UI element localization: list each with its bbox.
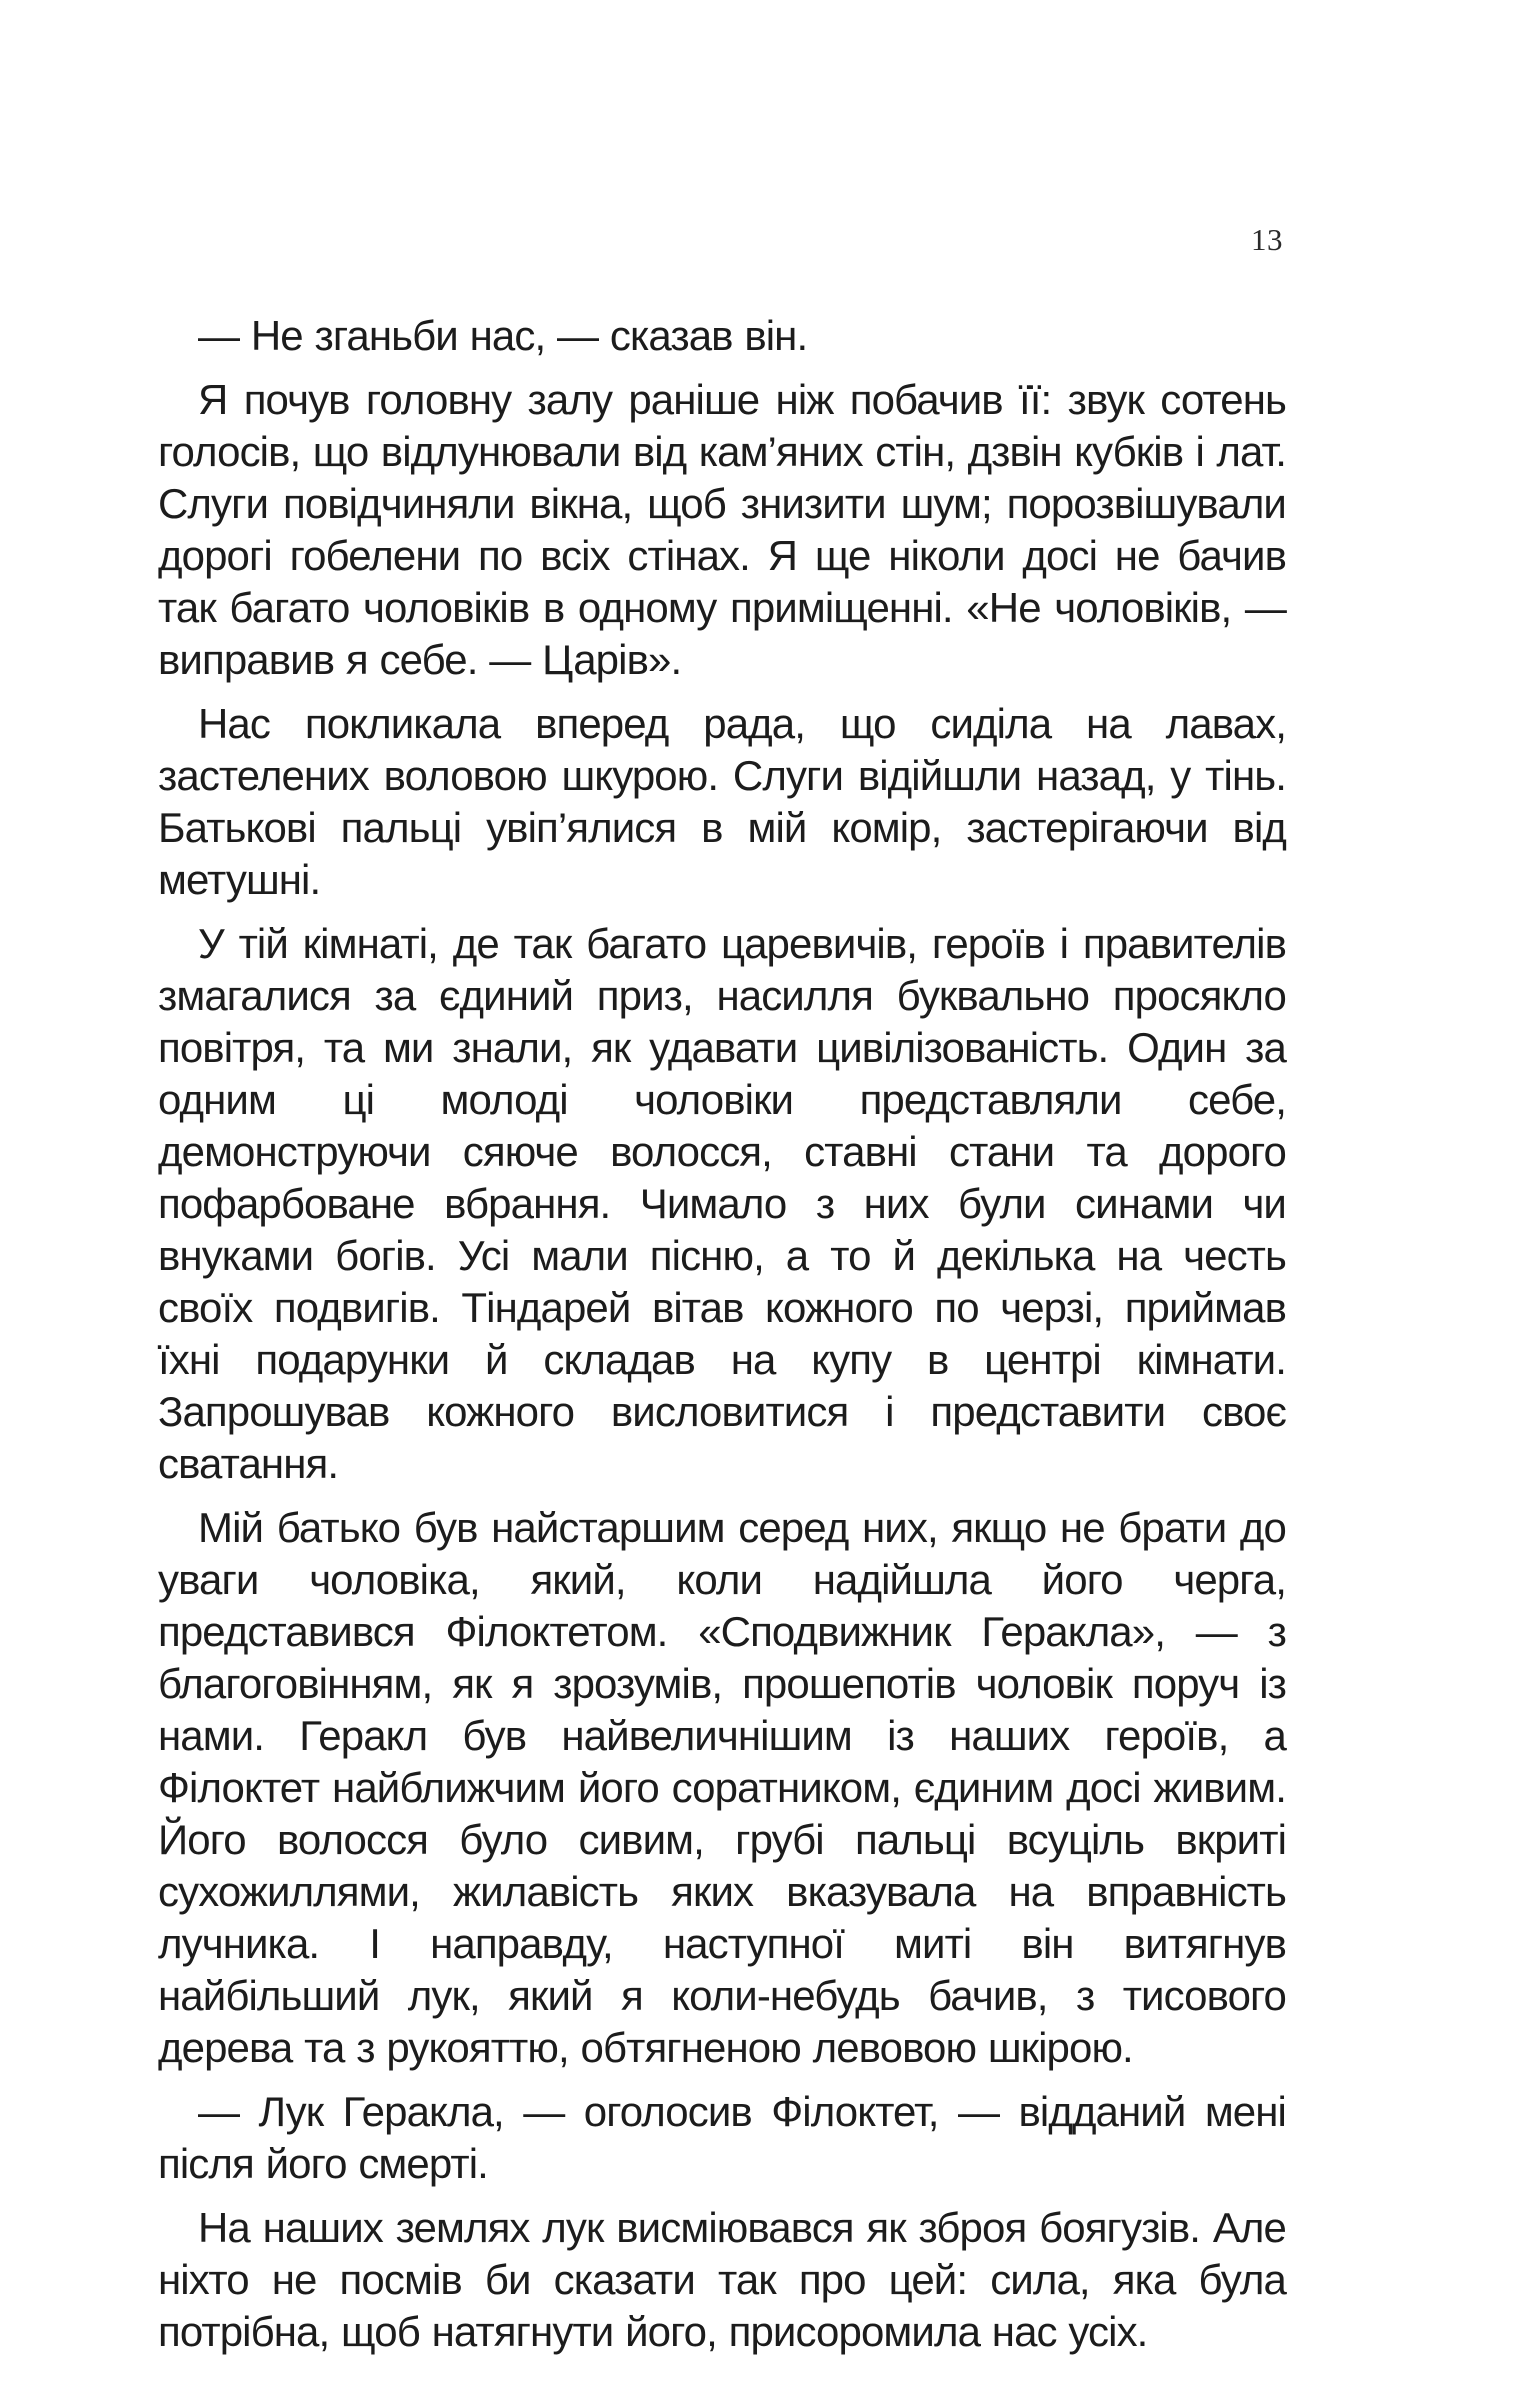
paragraph-5: Мій батько був найстаршим серед них, якщо не брати до уваги чоловіка, який, коли надійшла його черга, представився Філоктетом. «Сподвижник Геракла», — з благоговінням, як я зрозумів, прошепотів чоловік поруч із нами. Геракл був найвеличнішим із наших героїв, а Філоктет найближчим його соратником, єдиним досі живим. Його волосся було сивим, грубі пальці всуціль вкриті сухожиллями, жилавість яких вказувала на вправність лучника. І направду, наступної миті він витягнув найбільший лук, який я коли-небудь бачив, з тисового дерева та з рукояттю, обтягненою левовою шкірою. xyxy=(158,1504,1286,2071)
paragraph-3: Нас покликала вперед рада, що сиділа на лавах, застелених воловою шкурою. Слуги відійшли назад, у тінь. Батькові пальці увіп’ялися в мій комір, застерігаючи від метушні. xyxy=(158,700,1286,903)
page-number: 13 xyxy=(1251,222,1283,257)
paragraph-4: У тій кімнаті, де так багато царевичів, героїв і правителів змагалися за єдиний приз, насилля буквально просякло повітря, та ми знали, як удавати цивілізованість. Один за одним ці молоді чоловіки представляли себе, демонструючи сяюче волосся, ставні стани та дорого пофарбоване вбрання. Чимало з них були синами чи внуками богів. Усі мали пісню, а то й декілька на честь своїх подвигів. Тіндарей вітав кожного по черзі, приймав їхні подарунки й складав на купу в центрі кімнати. Запрошував кожного висловитися і представити своє сватання. xyxy=(158,920,1286,1487)
paragraph-6: — Лук Геракла, — оголосив Філоктет, — відданий мені після його смерті. xyxy=(158,2088,1286,2187)
paragraph-1: — Не зганьби нас, — сказав він. xyxy=(198,312,808,359)
body-text xyxy=(158,310,1286,2370)
paragraph-2: Я почув головну залу раніше ніж побачив її: звук сотень голосів, що відлунювали від кам’яних стін, дзвін кубків і лат. Слуги повідчиняли вікна, щоб знизити шум; порозвішували дорогі гобелени по всіх стінах. Я ще ніколи досі не бачив так багато чоловіків в одному приміщенні. «Не чоловіків, — виправив я себе. — Царів». xyxy=(158,376,1286,683)
paragraph-7: На наших землях лук висміювався як зброя боягузів. Але ніхто не посмів би сказати так про цей: сила, яка була потрібна, щоб натягнути його, присоромила нас усіх. xyxy=(158,2204,1286,2355)
